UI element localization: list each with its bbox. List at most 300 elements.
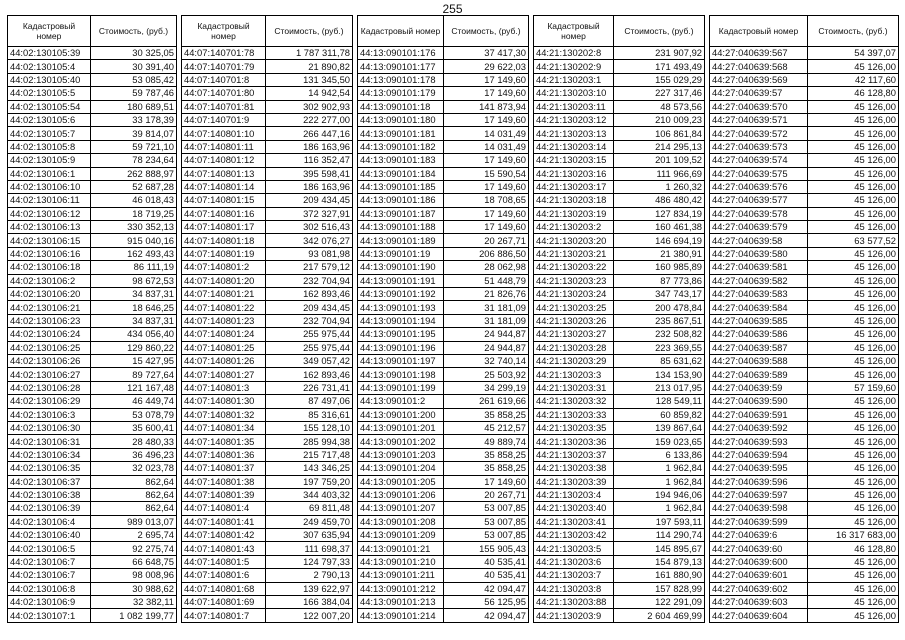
- table-row: [710, 194, 899, 207]
- table-row: [534, 73, 705, 86]
- cost-cell: 162 493,43: [91, 247, 177, 260]
- cost-cell: 45 126,00: [808, 127, 899, 140]
- table-row: [182, 328, 353, 341]
- cost-cell: 36 496,23: [91, 448, 177, 461]
- cost-cell: 45 126,00: [808, 167, 899, 180]
- cadastral-number-cell: 44:02:130105:9: [8, 154, 91, 167]
- cadastral-number-cell: 44:07:140801:25: [182, 341, 266, 354]
- table-row: [182, 60, 353, 73]
- table-row: [8, 100, 177, 113]
- table-row: [534, 328, 705, 341]
- cost-cell: 42 117,60: [808, 73, 899, 86]
- cost-cell: 42 094,47: [444, 582, 529, 595]
- cadastral-number-cell: 44:07:140801:43: [182, 542, 266, 555]
- table-row: [8, 247, 177, 260]
- table-row: [182, 314, 353, 327]
- table-row: [8, 569, 177, 582]
- cost-cell: 29 622,03: [444, 60, 529, 73]
- table-row: [358, 113, 529, 126]
- table-row: [358, 421, 529, 434]
- cost-cell: 53 085,42: [91, 73, 177, 86]
- cadastral-number-cell: 44:02:130105:5: [8, 87, 91, 100]
- cost-cell: 186 163,96: [266, 180, 353, 193]
- cost-cell: 49 889,74: [444, 435, 529, 448]
- table-row: [182, 247, 353, 260]
- cadastral-table-2: [181, 15, 353, 623]
- table-row: [358, 448, 529, 461]
- table-row: [710, 381, 899, 394]
- cost-cell: 201 109,52: [614, 154, 705, 167]
- cost-cell: 54 397,07: [808, 47, 899, 60]
- cost-cell: 45 126,00: [808, 180, 899, 193]
- cadastral-number-cell: 44:07:140801:10: [182, 127, 266, 140]
- cadastral-number-cell: 44:07:140801:21: [182, 288, 266, 301]
- table-row: [710, 180, 899, 193]
- cadastral-number-cell: 44:21:130203:5: [534, 542, 614, 555]
- cadastral-number-cell: 44:07:140801:11: [182, 140, 266, 153]
- cost-cell: 347 743,17: [614, 288, 705, 301]
- table-row: [710, 87, 899, 100]
- cost-cell: 45 126,00: [808, 448, 899, 461]
- cadastral-number-cell: 44:27:040639:596: [710, 475, 808, 488]
- cost-cell: 166 384,04: [266, 596, 353, 609]
- cost-cell: 30 391,40: [91, 60, 177, 73]
- cost-cell: 232 704,94: [266, 314, 353, 327]
- table-row: [710, 582, 899, 595]
- cost-cell: 45 126,00: [808, 596, 899, 609]
- cost-cell: 35 858,25: [444, 448, 529, 461]
- table-row: [358, 288, 529, 301]
- cadastral-number-cell: 44:07:140801:39: [182, 488, 266, 501]
- table-row: [182, 354, 353, 367]
- cost-cell: 45 126,00: [808, 515, 899, 528]
- table-row: [710, 368, 899, 381]
- cadastral-number-cell: 44:21:130203:20: [534, 234, 614, 247]
- cost-cell: 862,64: [91, 488, 177, 501]
- table-row: [8, 140, 177, 153]
- cadastral-number-cell: 44:21:130203:37: [534, 448, 614, 461]
- cadastral-number-cell: 44:13:090101:193: [358, 301, 444, 314]
- table-row: [710, 113, 899, 126]
- cadastral-number-cell: 44:02:130106:7: [8, 569, 91, 582]
- cost-cell: 45 126,00: [808, 569, 899, 582]
- cost-cell: 186 163,96: [266, 140, 353, 153]
- cadastral-number-cell: 44:13:090101:189: [358, 234, 444, 247]
- cost-cell: 349 057,42: [266, 354, 353, 367]
- cadastral-number-cell: 44:21:130203:9: [534, 609, 614, 622]
- table-row: [8, 194, 177, 207]
- table-row: [534, 140, 705, 153]
- table-row: [710, 542, 899, 555]
- cadastral-number-cell: 44:21:130203:12: [534, 113, 614, 126]
- table-row: [182, 569, 353, 582]
- cadastral-number-cell: 44:13:090101:198: [358, 368, 444, 381]
- table-row: [534, 60, 705, 73]
- table-row: [182, 448, 353, 461]
- cost-cell: 18 719,25: [91, 207, 177, 220]
- cost-cell: 32 023,78: [91, 462, 177, 475]
- table-row: [534, 314, 705, 327]
- cost-cell: 1 962,84: [614, 475, 705, 488]
- cost-cell: 180 689,51: [91, 100, 177, 113]
- table-row: [182, 515, 353, 528]
- cost-cell: 57 159,60: [808, 381, 899, 394]
- cadastral-number-cell: 44:07:140801:35: [182, 435, 266, 448]
- cadastral-number-cell: 44:02:130105:8: [8, 140, 91, 153]
- cost-cell: 1 082 199,77: [91, 609, 177, 622]
- table-row: [534, 542, 705, 555]
- cadastral-number-cell: 44:02:130106:7: [8, 555, 91, 568]
- cost-cell: 40 535,41: [444, 569, 529, 582]
- table-row: [710, 261, 899, 274]
- cadastral-number-cell: 44:07:140801:18: [182, 234, 266, 247]
- cost-cell: 35 858,25: [444, 462, 529, 475]
- table-row: [8, 354, 177, 367]
- cadastral-number-cell: 44:07:140801:42: [182, 529, 266, 542]
- table-row: [8, 113, 177, 126]
- cost-cell: 143 346,25: [266, 462, 353, 475]
- table-row: [710, 301, 899, 314]
- table-row: [358, 234, 529, 247]
- table-row: [8, 341, 177, 354]
- cost-cell: 129 860,22: [91, 341, 177, 354]
- cadastral-number-cell: 44:21:130203:40: [534, 502, 614, 515]
- cadastral-number-cell: 44:07:140801:36: [182, 448, 266, 461]
- cadastral-number-cell: 44:02:130106:13: [8, 221, 91, 234]
- cost-cell: 34 299,19: [444, 381, 529, 394]
- cadastral-number-cell: 44:07:140801:4: [182, 502, 266, 515]
- cadastral-number-cell: 44:21:130203:28: [534, 341, 614, 354]
- cadastral-number-cell: 44:02:130106:38: [8, 488, 91, 501]
- cadastral-number-cell: 44:27:040639:592: [710, 421, 808, 434]
- cost-cell: 162 893,46: [266, 288, 353, 301]
- table-row: [710, 73, 899, 86]
- cost-cell: 1 962,84: [614, 502, 705, 515]
- table-row: [182, 288, 353, 301]
- cadastral-number-cell: 44:21:130203:11: [534, 100, 614, 113]
- table-row: [182, 113, 353, 126]
- cadastral-number-cell: 44:21:130203:23: [534, 274, 614, 287]
- cadastral-number-cell: 44:02:130106:23: [8, 314, 91, 327]
- page-number: 255: [442, 2, 463, 16]
- cadastral-number-cell: 44:13:090101:205: [358, 475, 444, 488]
- cadastral-number-cell: 44:07:140701:78: [182, 47, 266, 60]
- cost-cell: 15 590,54: [444, 167, 529, 180]
- cost-cell: 45 212,57: [444, 421, 529, 434]
- cost-cell: 106 861,84: [614, 127, 705, 140]
- cadastral-number-cell: 44:13:090101:194: [358, 314, 444, 327]
- cost-cell: 141 873,94: [444, 100, 529, 113]
- cadastral-number-cell: 44:13:090101:196: [358, 341, 444, 354]
- cost-cell: 255 975,44: [266, 328, 353, 341]
- table-row: [8, 154, 177, 167]
- table-row: [534, 502, 705, 515]
- table-row: [182, 234, 353, 247]
- cadastral-number-cell: 44:02:130106:4: [8, 515, 91, 528]
- table-row: [8, 301, 177, 314]
- cost-cell: 197 593,11: [614, 515, 705, 528]
- cost-cell: 155 128,10: [266, 421, 353, 434]
- cadastral-number-cell: 44:13:090101:192: [358, 288, 444, 301]
- cost-cell: 45 126,00: [808, 154, 899, 167]
- table-row: [8, 127, 177, 140]
- cost-cell: 45 126,00: [808, 194, 899, 207]
- cadastral-number-cell: 44:27:040639:60: [710, 542, 808, 555]
- table-row: [710, 288, 899, 301]
- table-row: [534, 582, 705, 595]
- table-row: [358, 435, 529, 448]
- cadastral-number-cell: 44:07:140801:5: [182, 555, 266, 568]
- table-row: [710, 448, 899, 461]
- table-row: [534, 609, 705, 622]
- cost-cell: 45 126,00: [808, 100, 899, 113]
- cost-cell: 31 181,09: [444, 314, 529, 327]
- cadastral-number-cell: 44:21:130203:16: [534, 167, 614, 180]
- table-row: [710, 502, 899, 515]
- cost-cell: 171 493,49: [614, 60, 705, 73]
- table-row: [8, 381, 177, 394]
- cost-cell: 302 516,43: [266, 221, 353, 234]
- cadastral-number-cell: 44:07:140801:16: [182, 207, 266, 220]
- table-row: [534, 421, 705, 434]
- cadastral-number-cell: 44:21:130203:41: [534, 515, 614, 528]
- table-row: [358, 73, 529, 86]
- table-row: [358, 502, 529, 515]
- table-row: [182, 529, 353, 542]
- table-row: [358, 354, 529, 367]
- cadastral-number-cell: 44:13:090101:19: [358, 247, 444, 260]
- cost-cell: 486 480,42: [614, 194, 705, 207]
- cadastral-number-cell: 44:27:040639:6: [710, 529, 808, 542]
- cadastral-number-cell: 44:13:090101:208: [358, 515, 444, 528]
- table-row: [710, 100, 899, 113]
- table-row: [534, 368, 705, 381]
- cadastral-number-cell: 44:21:130203:22: [534, 261, 614, 274]
- table-row: [534, 301, 705, 314]
- cadastral-number-cell: 44:13:090101:195: [358, 328, 444, 341]
- cost-cell: 31 181,09: [444, 301, 529, 314]
- cost-cell: 40 535,41: [444, 555, 529, 568]
- cadastral-number-cell: 44:02:130105:40: [8, 73, 91, 86]
- table-row: [534, 234, 705, 247]
- table-row: [8, 502, 177, 515]
- cost-cell: 159 023,65: [614, 435, 705, 448]
- table-row: [182, 596, 353, 609]
- table-row: [182, 261, 353, 274]
- table-row: [710, 60, 899, 73]
- cadastral-number-cell: 44:27:040639:590: [710, 395, 808, 408]
- cadastral-number-cell: 44:02:130106:25: [8, 341, 91, 354]
- table-row: [182, 462, 353, 475]
- cadastral-number-cell: 44:13:090101:207: [358, 502, 444, 515]
- cost-cell: 124 797,33: [266, 555, 353, 568]
- table-row: [182, 194, 353, 207]
- cost-cell: 915 040,16: [91, 234, 177, 247]
- table-row: [182, 421, 353, 434]
- cadastral-number-cell: 44:21:130203:14: [534, 140, 614, 153]
- header-cadastral-number: Кадастровый номер: [8, 16, 91, 47]
- cadastral-number-cell: 44:07:140801:26: [182, 354, 266, 367]
- cadastral-number-cell: 44:27:040639:589: [710, 368, 808, 381]
- cadastral-number-cell: 44:27:040639:594: [710, 448, 808, 461]
- table-row: [710, 408, 899, 421]
- cost-cell: 45 126,00: [808, 247, 899, 260]
- table-row: [534, 47, 705, 60]
- table-row: [8, 274, 177, 287]
- cadastral-number-cell: 44:27:040639:569: [710, 73, 808, 86]
- cost-cell: 46 128,80: [808, 542, 899, 555]
- cost-cell: 330 352,13: [91, 221, 177, 234]
- cost-cell: 209 434,45: [266, 194, 353, 207]
- table-row: [8, 60, 177, 73]
- cost-cell: 45 126,00: [808, 609, 899, 622]
- cadastral-number-cell: 44:07:140801:3: [182, 381, 266, 394]
- table-row: [358, 408, 529, 421]
- cadastral-number-cell: 44:13:090101:184: [358, 167, 444, 180]
- header-cost: Стоимость, (руб.): [444, 16, 529, 47]
- cadastral-number-cell: 44:13:090101:209: [358, 529, 444, 542]
- table-row: [182, 502, 353, 515]
- table-row: [182, 368, 353, 381]
- cadastral-number-cell: 44:13:090101:180: [358, 113, 444, 126]
- table-row: [534, 180, 705, 193]
- cadastral-number-cell: 44:02:130106:29: [8, 395, 91, 408]
- cadastral-number-cell: 44:27:040639:574: [710, 154, 808, 167]
- cost-cell: 122 007,20: [266, 609, 353, 622]
- cadastral-number-cell: 44:27:040639:587: [710, 341, 808, 354]
- table-row: [534, 288, 705, 301]
- table-row: [182, 73, 353, 86]
- table-row: [8, 488, 177, 501]
- table-row: [8, 596, 177, 609]
- header-cadastral-number: Кадастровый номер: [710, 16, 808, 47]
- table-row: [358, 154, 529, 167]
- cost-cell: 114 290,74: [614, 529, 705, 542]
- table-row: [182, 609, 353, 622]
- table-row: [358, 596, 529, 609]
- table-row: [182, 127, 353, 140]
- cost-cell: 206 886,50: [444, 247, 529, 260]
- table-row: [534, 515, 705, 528]
- cadastral-number-cell: 44:07:140801:13: [182, 167, 266, 180]
- cadastral-number-cell: 44:02:130106:30: [8, 421, 91, 434]
- table-row: [534, 221, 705, 234]
- cost-cell: 223 369,55: [614, 341, 705, 354]
- cost-cell: 34 837,31: [91, 314, 177, 327]
- cost-cell: 45 126,00: [808, 395, 899, 408]
- table-row: [710, 354, 899, 367]
- cost-cell: 157 828,99: [614, 582, 705, 595]
- cadastral-number-cell: 44:07:140701:9: [182, 113, 266, 126]
- cost-cell: 46 018,43: [91, 194, 177, 207]
- cadastral-number-cell: 44:27:040639:572: [710, 127, 808, 140]
- cost-cell: 45 126,00: [808, 462, 899, 475]
- cadastral-number-cell: 44:13:090101:182: [358, 140, 444, 153]
- cadastral-number-cell: 44:21:130203:7: [534, 569, 614, 582]
- cadastral-number-cell: 44:21:130203:25: [534, 301, 614, 314]
- cadastral-number-cell: 44:07:140801:19: [182, 247, 266, 260]
- cadastral-number-cell: 44:13:090101:177: [358, 60, 444, 73]
- cadastral-number-cell: 44:27:040639:59: [710, 381, 808, 394]
- table-row: [358, 140, 529, 153]
- cadastral-number-cell: 44:02:130106:27: [8, 368, 91, 381]
- cadastral-number-cell: 44:13:090101:187: [358, 207, 444, 220]
- table-row: [358, 462, 529, 475]
- cost-cell: 17 149,60: [444, 87, 529, 100]
- cadastral-number-cell: 44:07:140801:22: [182, 301, 266, 314]
- cost-cell: 160 461,38: [614, 221, 705, 234]
- cadastral-number-cell: 44:02:130106:15: [8, 234, 91, 247]
- cost-cell: 344 403,32: [266, 488, 353, 501]
- table-row: [358, 261, 529, 274]
- cadastral-number-cell: 44:02:130106:31: [8, 435, 91, 448]
- table-row: [710, 207, 899, 220]
- table-row: [182, 87, 353, 100]
- cost-cell: 45 126,00: [808, 421, 899, 434]
- cadastral-number-cell: 44:21:130203:38: [534, 462, 614, 475]
- cadastral-number-cell: 44:27:040639:578: [710, 207, 808, 220]
- cost-cell: 63 577,52: [808, 234, 899, 247]
- cost-cell: 14 942,54: [266, 87, 353, 100]
- cadastral-number-cell: 44:27:040639:584: [710, 301, 808, 314]
- cadastral-number-cell: 44:21:130203:2: [534, 221, 614, 234]
- header-cost: Стоимость, (руб.): [808, 16, 899, 47]
- cost-cell: 139 867,64: [614, 421, 705, 434]
- table-row: [534, 569, 705, 582]
- cadastral-number-cell: 44:21:130203:24: [534, 288, 614, 301]
- cost-cell: 146 694,19: [614, 234, 705, 247]
- table-row: [534, 194, 705, 207]
- cost-cell: 17 149,60: [444, 221, 529, 234]
- cadastral-number-cell: 44:02:130106:37: [8, 475, 91, 488]
- cadastral-number-cell: 44:13:090101:210: [358, 555, 444, 568]
- cost-cell: 160 985,89: [614, 261, 705, 274]
- table-row: [358, 569, 529, 582]
- cadastral-number-cell: 44:21:130202:9: [534, 60, 614, 73]
- cost-cell: 127 834,19: [614, 207, 705, 220]
- table-row: [358, 395, 529, 408]
- cadastral-number-cell: 44:27:040639:599: [710, 515, 808, 528]
- cost-cell: 116 352,47: [266, 154, 353, 167]
- cost-cell: 14 031,49: [444, 140, 529, 153]
- cost-cell: 255 975,44: [266, 341, 353, 354]
- table-row: [358, 207, 529, 220]
- cadastral-number-cell: 44:02:130106:20: [8, 288, 91, 301]
- cadastral-number-cell: 44:27:040639:603: [710, 596, 808, 609]
- cost-cell: 17 149,60: [444, 113, 529, 126]
- table-row: [710, 435, 899, 448]
- cadastral-number-cell: 44:13:090101:197: [358, 354, 444, 367]
- cost-cell: 307 635,94: [266, 529, 353, 542]
- cost-cell: 35 600,41: [91, 421, 177, 434]
- cadastral-number-cell: 44:02:130105:54: [8, 100, 91, 113]
- table-row: [182, 274, 353, 287]
- cadastral-number-cell: 44:13:090101:176: [358, 47, 444, 60]
- cadastral-number-cell: 44:02:130106:12: [8, 207, 91, 220]
- cadastral-number-cell: 44:27:040639:577: [710, 194, 808, 207]
- table-row: [710, 609, 899, 622]
- table-row: [8, 87, 177, 100]
- cadastral-number-cell: 44:02:130106:9: [8, 596, 91, 609]
- table-row: [8, 435, 177, 448]
- cadastral-number-cell: 44:27:040639:600: [710, 555, 808, 568]
- cost-cell: 235 867,51: [614, 314, 705, 327]
- cost-cell: 21 890,82: [266, 60, 353, 73]
- table-row: [182, 435, 353, 448]
- table-row: [182, 395, 353, 408]
- table-row: [8, 475, 177, 488]
- cadastral-number-cell: 44:27:040639:585: [710, 314, 808, 327]
